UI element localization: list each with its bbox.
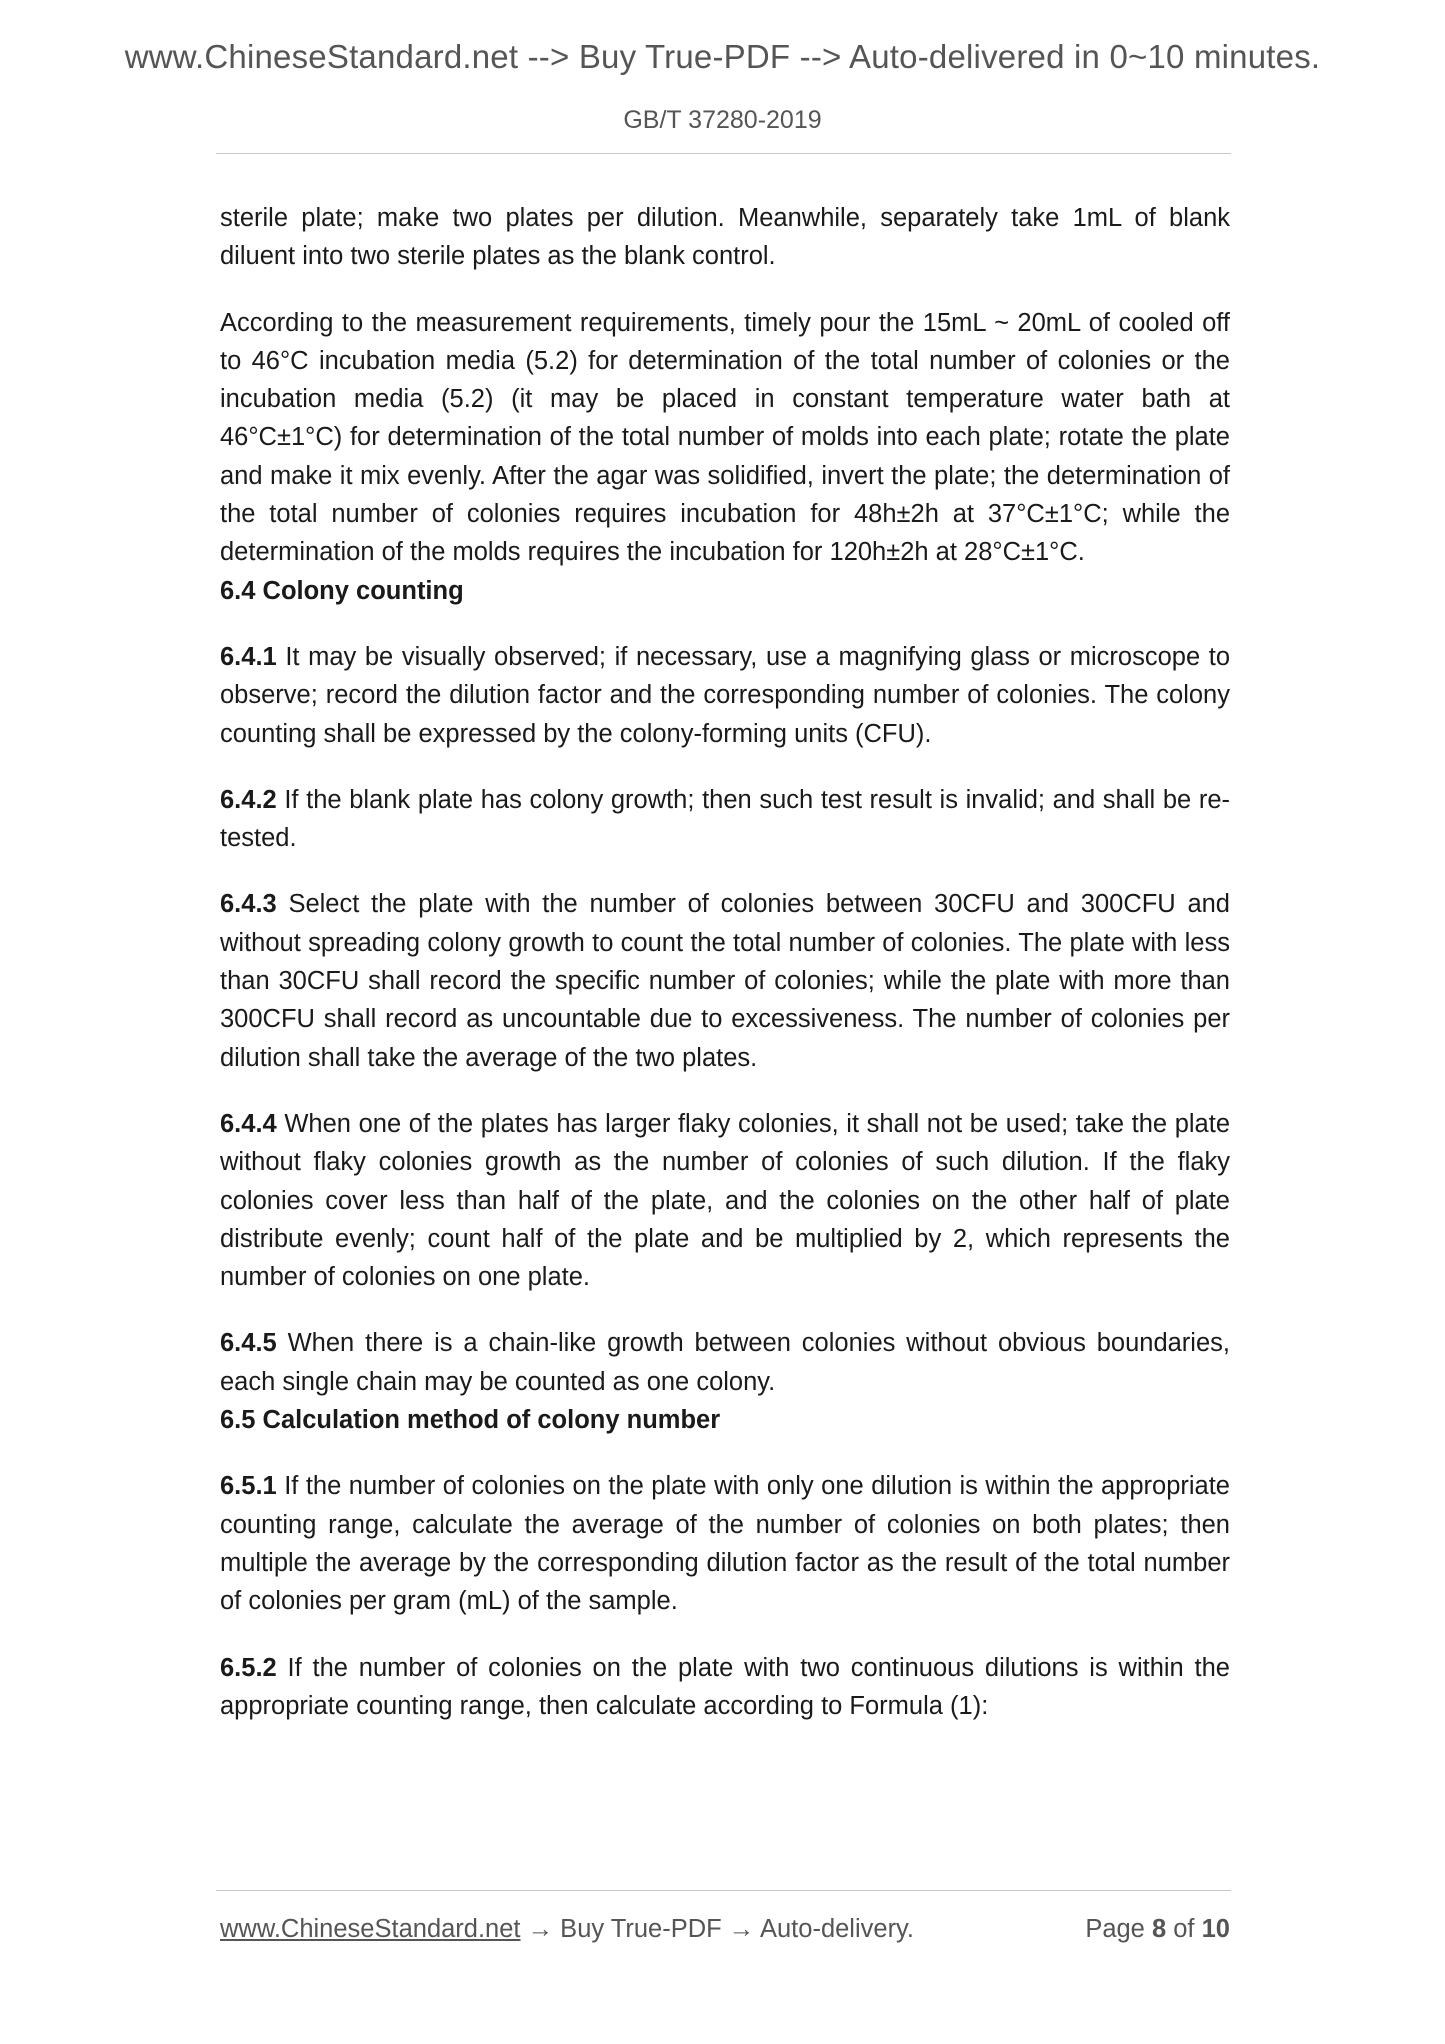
clause-6-4-3 (220, 885, 1230, 1076)
clause-number: 6.4.1 (220, 642, 277, 671)
paragraph-intro-2: According to the measurement requirements, timely pour the 15mL ~ 20mL of cooled off to 46°C incubation media (5.2) for determination of the total number of colonies or the incubation media (5.2) (it may be placed in constant temperature water bath at 46°C±1°C) for determination of the total number of molds into each plate; rotate the plate and make it mix evenly. After the agar was solidified, invert the plate; the determination of the total number of colonies requires incubation for 48h±2h at 37°C±1°C; while the determination of the molds requires the incubation for 120h±2h at 28°C±1°C. (220, 308, 1230, 567)
site-link[interactable]: www.ChineseStandard.net (220, 1915, 521, 1943)
site-banner: www.ChineseStandard.net --> Buy True-PDF --> Auto-delivered in 0~10 minutes. (124, 38, 1321, 75)
clause-number: 6.4.4 (220, 1109, 277, 1138)
clause-6-5-2 (220, 1649, 1230, 1726)
paragraph-intro-1: sterile plate; make two plates per dilution. Meanwhile, separately take 1mL of blank diluent into two sterile plates as the blank control. (220, 204, 1230, 271)
page-number: 8 (1151, 1915, 1167, 1943)
clause-number: 6.4.5 (220, 1329, 277, 1358)
document-code: GB/T 37280-2019 (623, 106, 822, 134)
clause-text: When there is a chain-like growth between colonies without obvious boundaries, each single chain may be counted as one colony. (220, 1329, 1230, 1396)
clause-6-4-1 (220, 638, 1230, 753)
clause-text: If the blank plate has colony growth; then such test result is invalid; and shall be re-tested. (220, 785, 1230, 853)
section-heading-6-4: 6.4 Colony counting (220, 576, 464, 605)
clause-6-5-1 (220, 1467, 1230, 1620)
clause-number: 6.5.1 (220, 1472, 277, 1501)
clause-text: If the number of colonies on the plate with two continuous dilutions is within the appropriate counting range, then calculate according to Formula (1): (220, 1653, 1230, 1720)
clause-6-4-5 (220, 1324, 1230, 1401)
clause-6-4-4 (220, 1105, 1230, 1296)
clause-number: 6.5.2 (220, 1653, 277, 1682)
footer-tagline: → Buy True-PDF → Auto-delivery. (520, 1915, 914, 1943)
header-divider (216, 153, 1231, 154)
page-word: Page (1085, 1915, 1145, 1943)
clause-text: When one of the plates has larger flaky colonies, it shall not be used; take the plate without flaky colonies growth as the number of colonies of such dilution. If the flaky colonies cover less than half of the plate, and the colonies on the other half of plate distribute evenly; count half of the plate and be multiplied by 2, which represents the number of colonies on one plate. (220, 1109, 1230, 1292)
section-heading-6-5: 6.5 Calculation method of colony number (220, 1406, 721, 1435)
of-word: of (1173, 1915, 1195, 1943)
clause-text: If the number of colonies on the plate with only one dilution is within the appropriate counting range, calculate the average of the number of colonies on both plates; then multiple the average by the corresponding dilution factor as the result of the total number of colonies per gram (mL) of the sample. (220, 1472, 1230, 1616)
page-total: 10 (1201, 1915, 1230, 1943)
page-footer (220, 1915, 1230, 1949)
footer-divider (216, 1890, 1231, 1891)
clause-text: It may be visually observed; if necessary, use a magnifying glass or microscope to observe; record the dilution factor and the corresponding number of colonies. The colony counting shall be expressed by the colony-forming units (CFU). (220, 642, 1230, 748)
clause-text: Select the plate with the number of colonies between 30CFU and 300CFU and without spreading colony growth to count the total number of colonies. The plate with less than 30CFU shall record the specific number of colonies; while the plate with more than 300CFU shall record as uncountable due to excessiveness. The number of colonies per dilution shall take the average of the two plates. (220, 890, 1230, 1072)
page-indicator (1085, 1915, 1230, 1944)
document-body (220, 199, 1230, 1725)
footer-promo (220, 1915, 914, 1944)
clause-number: 6.4.3 (220, 890, 277, 919)
clause-6-4-2 (220, 781, 1230, 858)
clause-number: 6.4.2 (220, 785, 277, 814)
